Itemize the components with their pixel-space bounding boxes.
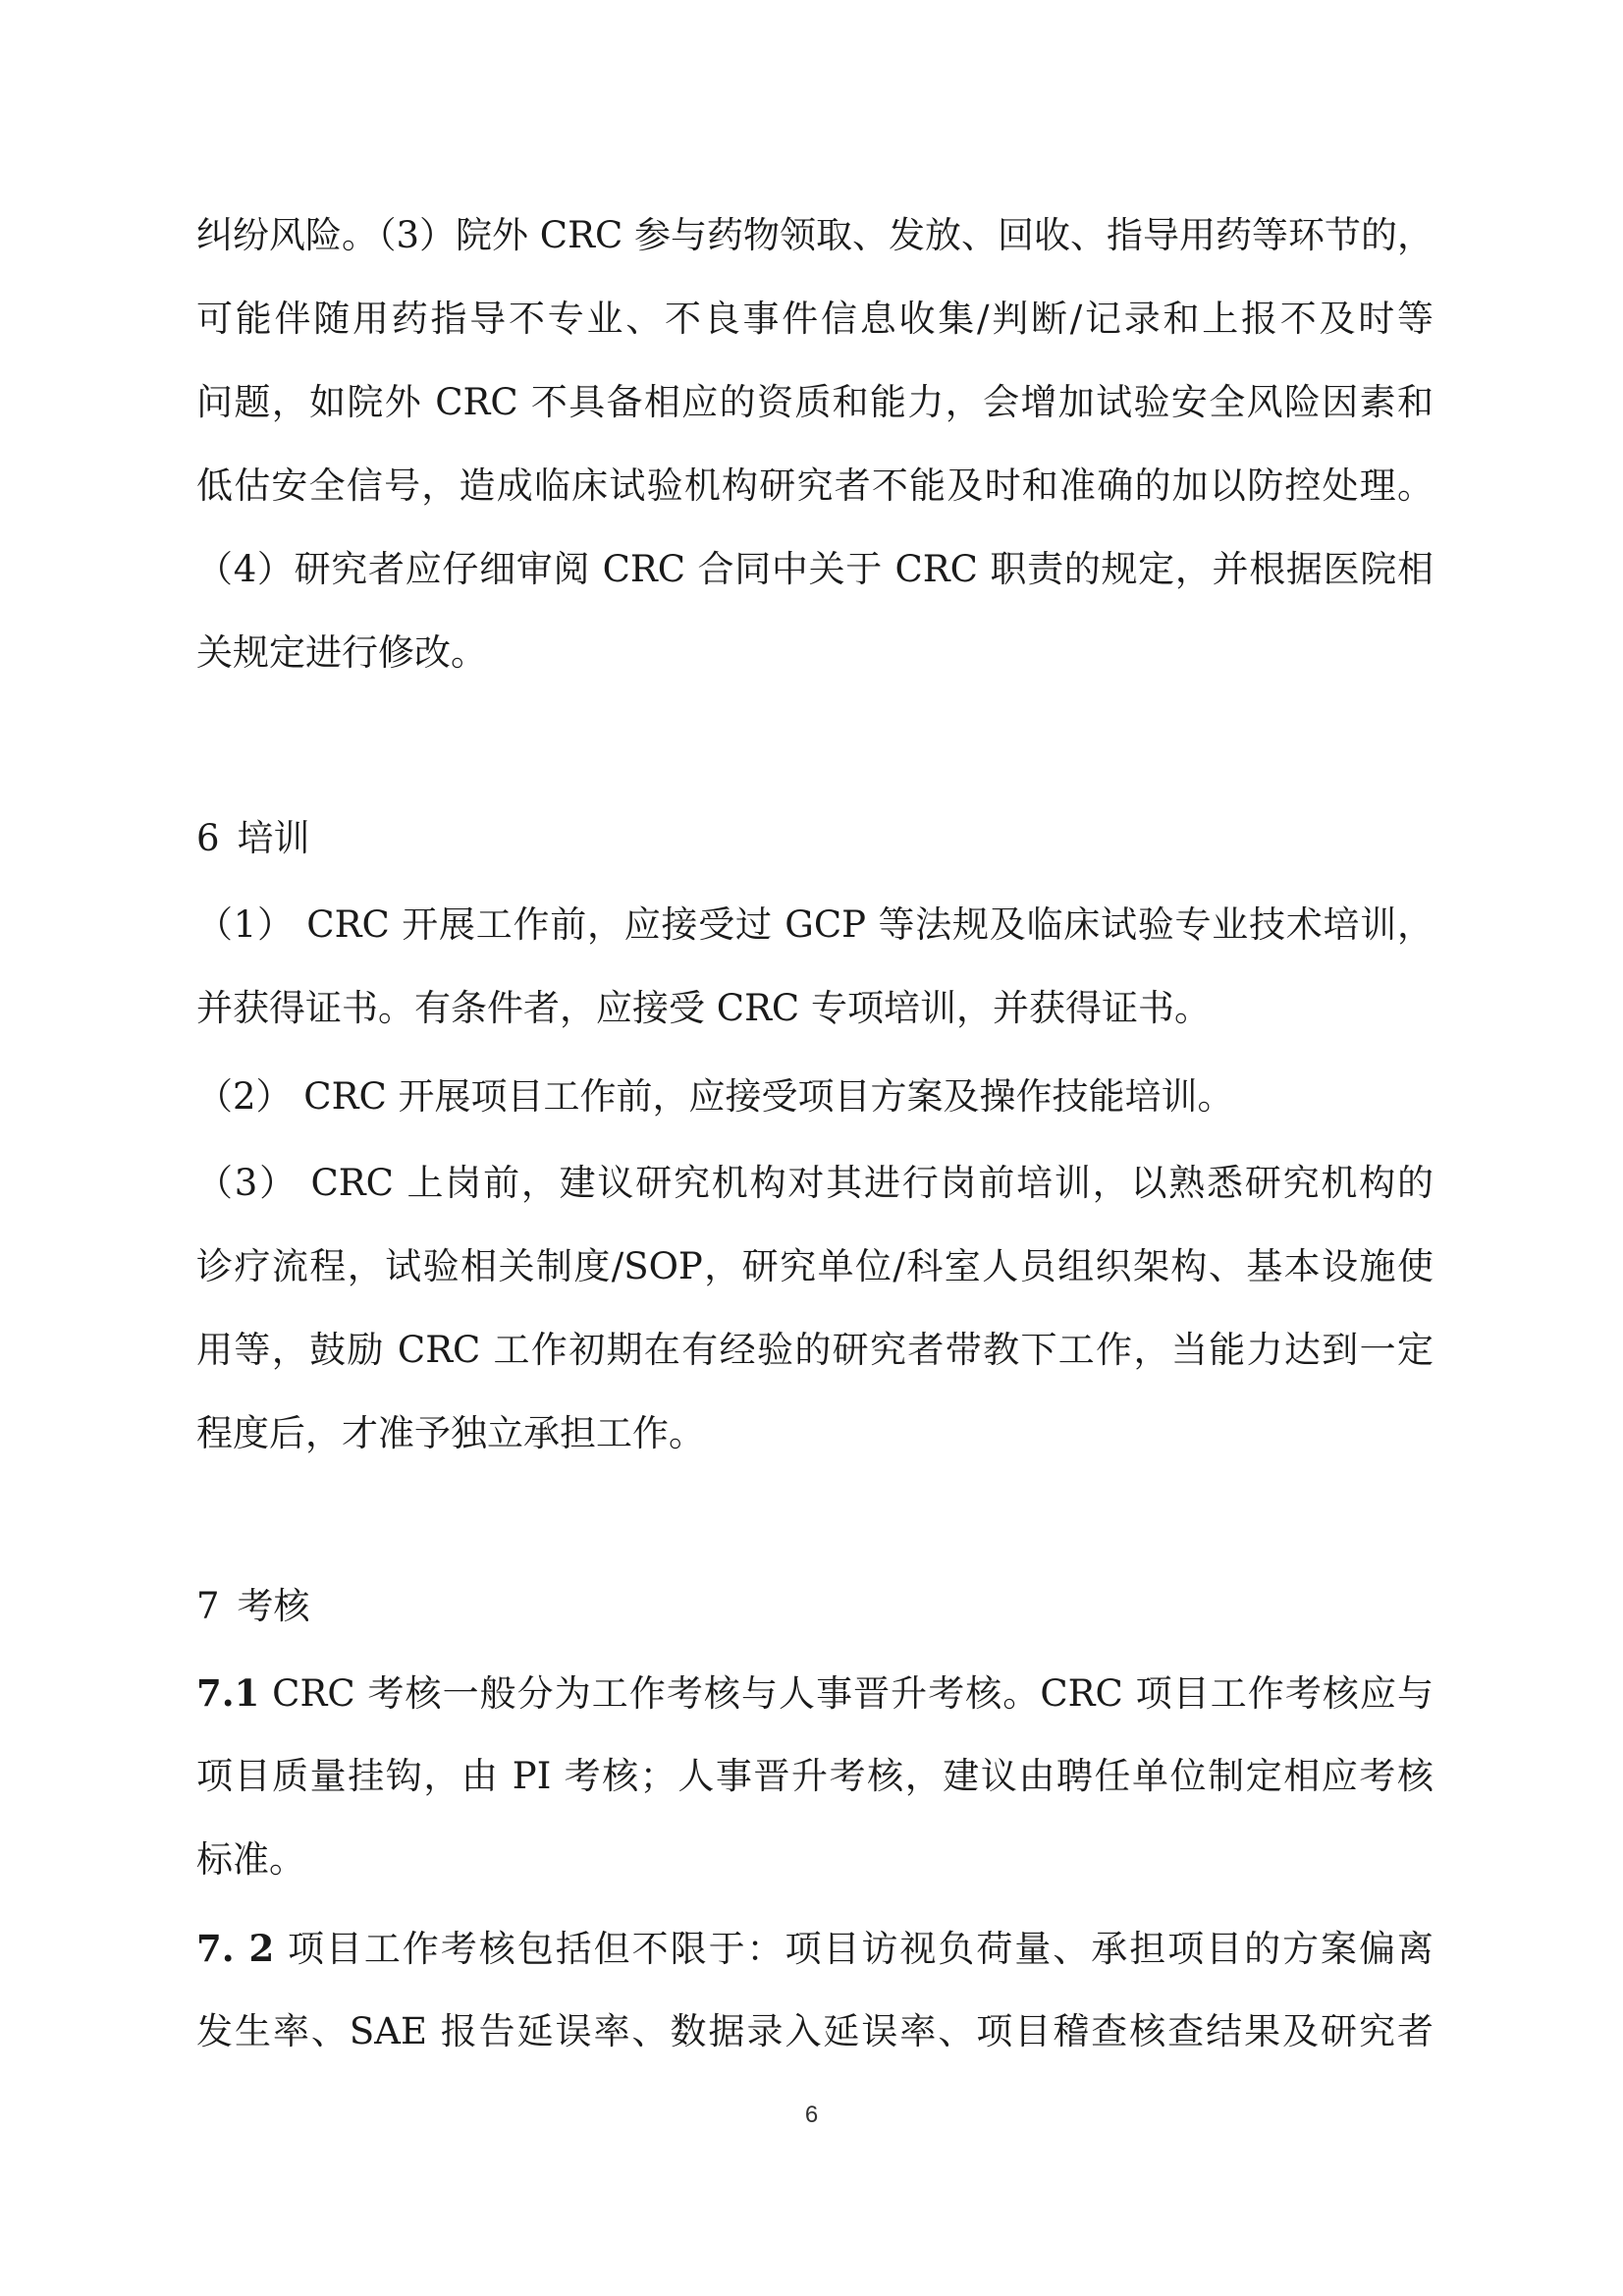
page-number: 6	[804, 2102, 819, 2128]
training-item-2	[196, 1075, 1434, 1119]
assessment-7-2	[196, 1927, 1434, 2053]
text-line: 标准。	[196, 1838, 305, 1881]
text-line: 用等，鼓励 CRC 工作初期在有经验的研究者带教下工作，当能力达到一定	[196, 1329, 1434, 1371]
intro-paragraph	[196, 214, 1434, 675]
text-line: （2） CRC 开展项目工作前，应接受项目方案及操作技能培训。	[196, 1075, 1234, 1118]
assessment-7-1	[196, 1671, 1434, 1882]
training-item-1	[196, 903, 1434, 1030]
text-segment: CRC 考核一般分为工作考核与人事晋升考核。CRC 项目工作考核应与	[259, 1672, 1434, 1715]
text-line: （4）研究者应仔细审阅 CRC 合同中关于 CRC 职责的规定，并根据医院相	[196, 548, 1434, 590]
text-line: 问题，如院外 CRC 不具备相应的资质和能力，会增加试验安全风险因素和	[196, 381, 1434, 423]
text-line: 程度后，才准予独立承担工作。	[196, 1412, 705, 1454]
section-title: 考核	[237, 1585, 310, 1627]
text-line: 诊疗流程，试验相关制度/SOP，研究单位/科室人员组织架构、基本设施使	[196, 1245, 1434, 1287]
text-line: （3） CRC 上岗前，建议研究机构对其进行岗前培训，以熟悉研究机构的	[196, 1162, 1434, 1204]
subsection-number: 7. 2	[196, 1927, 275, 1970]
text-segment: 项目工作考核包括但不限于：项目访视负荷量、承担项目的方案偏离	[274, 1928, 1434, 1970]
section-6-heading	[196, 817, 310, 860]
subsection-number: 7.1	[196, 1671, 260, 1715]
text-line: （1） CRC 开展工作前，应接受过 GCP 等法规及临床试验专业技术培训，	[196, 903, 1434, 946]
section-title: 培训	[237, 817, 310, 859]
text-line: 可能伴随用药指导不专业、不良事件信息收集/判断/记录和上报不及时等	[196, 298, 1434, 340]
text-line: 低估安全信号，造成临床试验机构研究者不能及时和准确的加以防控处理。	[196, 465, 1434, 507]
text-line	[196, 1671, 1434, 1715]
section-number: 6	[196, 817, 220, 859]
training-item-3	[196, 1162, 1434, 1455]
text-line: 项目质量挂钩，由 PI 考核；人事晋升考核，建议由聘任单位制定相应考核	[196, 1755, 1434, 1797]
text-line	[196, 1927, 1434, 1970]
text-line: 纠纷风险。（3）院外 CRC 参与药物领取、发放、回收、指导用药等环节的，	[196, 214, 1434, 256]
text-line: 发生率、SAE 报告延误率、数据录入延误率、项目稽查核查结果及研究者	[196, 2010, 1434, 2052]
section-7-heading	[196, 1585, 310, 1628]
text-line: 关规定进行修改。	[196, 631, 487, 674]
section-number: 7	[196, 1585, 220, 1627]
text-line: 并获得证书。有条件者，应接受 CRC 专项培训，并获得证书。	[196, 987, 1211, 1029]
